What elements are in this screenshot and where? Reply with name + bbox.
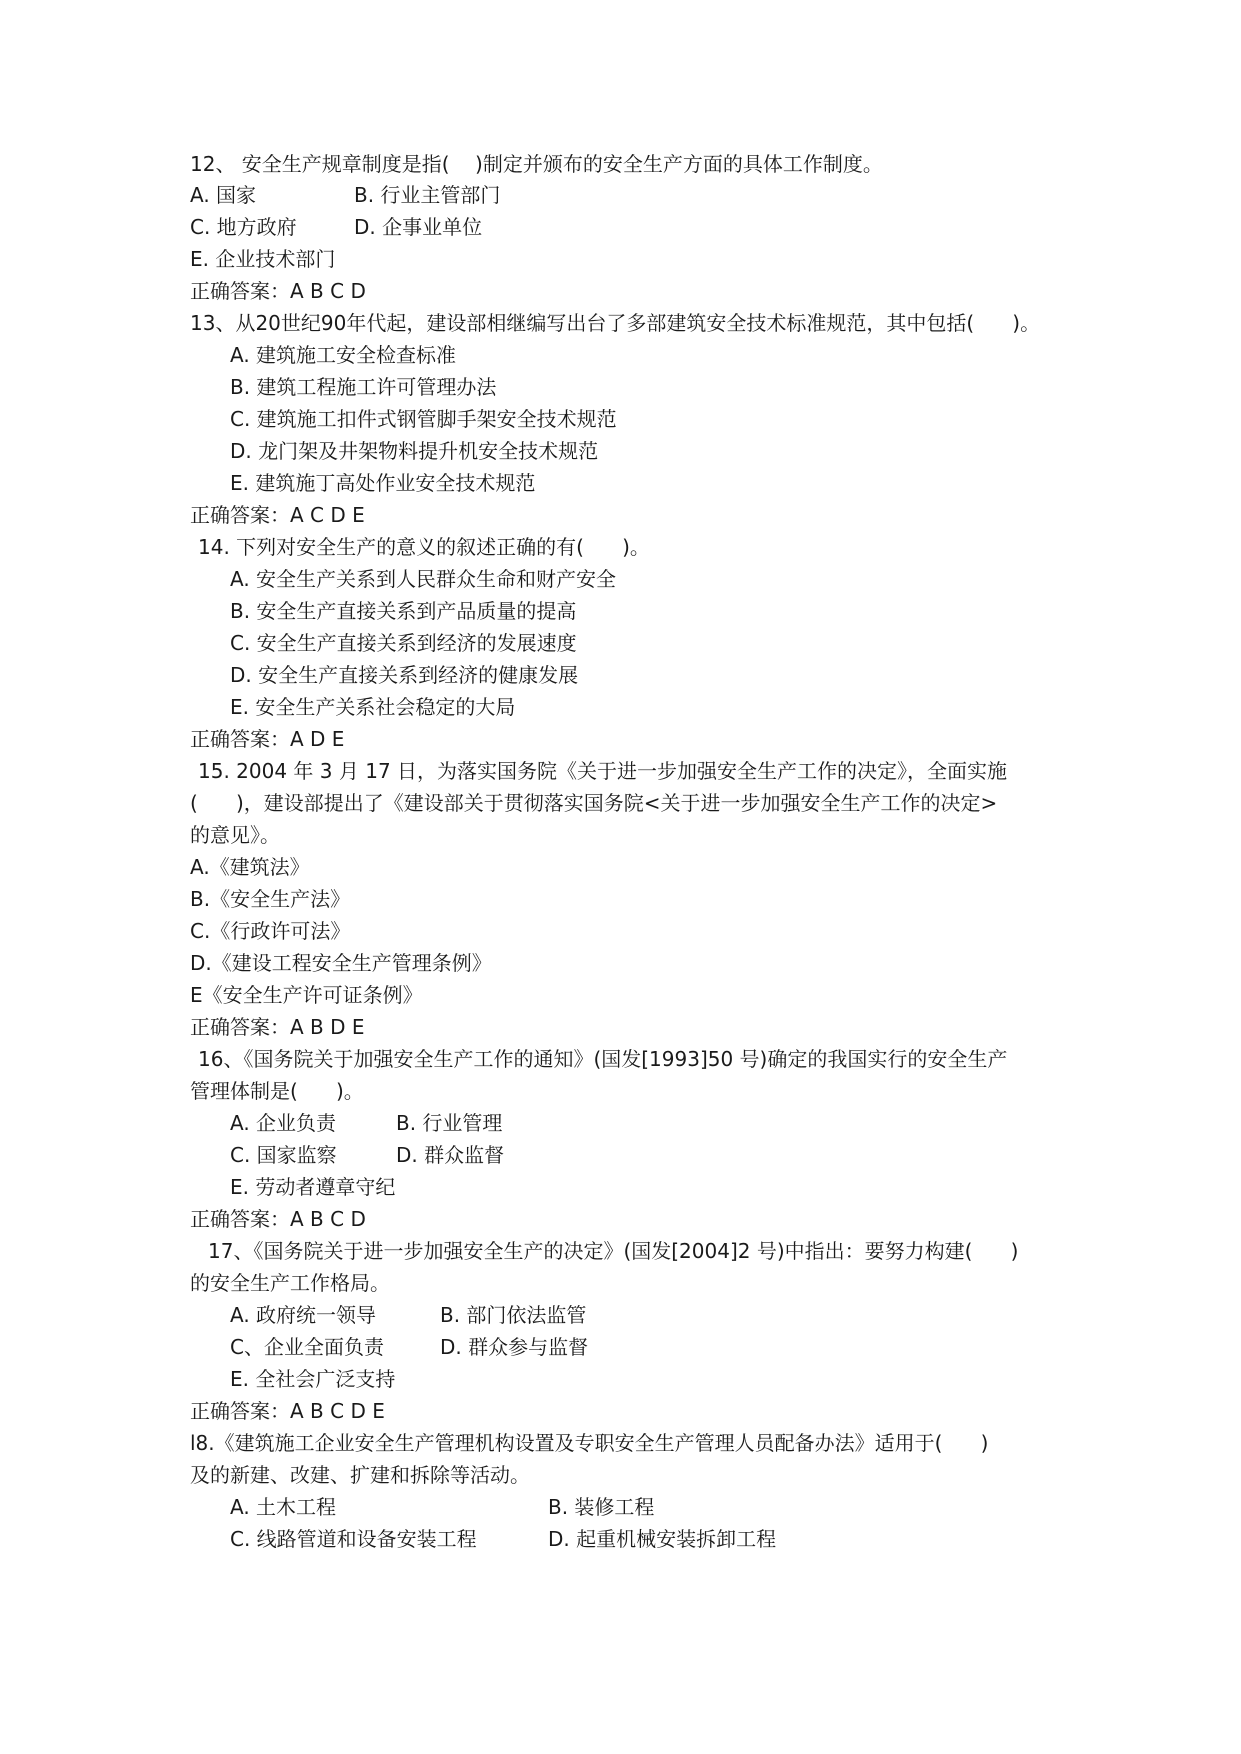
question-18-option-b: B. 装修工程 xyxy=(548,1495,655,1519)
question-12-option-e: E. 企业技术部门 xyxy=(190,247,336,271)
question-18-stem-line-2: 及的新建、改建、扩建和拆除等活动。 xyxy=(190,1463,530,1487)
question-18-option-c: C. 线路管道和设备安装工程 xyxy=(230,1527,477,1551)
question-17-option-a: A. 政府统一领导 xyxy=(230,1303,377,1327)
question-17-option-b: B. 部门依法监管 xyxy=(440,1303,587,1327)
question-17-stem-line-1: 17、《国务院关于进一步加强安全生产的决定》(国发[2004]2 号)中指出：要努力构建( ) xyxy=(208,1239,1019,1263)
question-14-answer: 正确答案：A D E xyxy=(190,727,345,751)
question-15-option-c: C.《行政许可法》 xyxy=(190,919,351,943)
question-15-stem-line-2: ( )，建设部提出了《建设部关于贯彻落实国务院<关于进一步加强安全生产工作的决定> xyxy=(190,791,998,815)
question-12-stem: 12、 安全生产规章制度是指( )制定并颁布的安全生产方面的具体工作制度。 xyxy=(190,152,883,176)
question-18-stem-line-1: l8.《建筑施工企业安全生产管理机构设置及专职安全生产管理人员配备办法》适用于( ) xyxy=(190,1431,989,1455)
question-15-option-b: B.《安全生产法》 xyxy=(190,887,351,911)
question-12-option-a: A. 国家 xyxy=(190,183,257,207)
question-15-answer: 正确答案：A B D E xyxy=(190,1015,365,1039)
question-17-option-e: E. 全社会广泛支持 xyxy=(230,1367,396,1391)
question-14-stem: 14. 下列对安全生产的意义的叙述正确的有( )。 xyxy=(198,535,650,559)
question-16-option-e: E. 劳动者遵章守纪 xyxy=(230,1175,396,1199)
question-17-stem-line-2: 的安全生产工作格局。 xyxy=(190,1271,390,1295)
question-17-option-d: D. 群众参与监督 xyxy=(440,1335,589,1359)
question-12-option-d: D. 企事业单位 xyxy=(354,215,483,239)
question-13-answer: 正确答案：A C D E xyxy=(190,503,365,527)
question-13-stem: 13、从20世纪90年代起，建设部相继编写出台了多部建筑安全技术标准规范，其中包括( )。 xyxy=(190,311,1041,335)
question-14-option-a: A. 安全生产关系到人民群众生命和财产安全 xyxy=(230,567,617,591)
question-15-option-e: E《安全生产许可证条例》 xyxy=(190,983,423,1007)
question-16-answer: 正确答案：A B C D xyxy=(190,1207,366,1231)
question-15-stem-line-3: 的意见》。 xyxy=(190,823,280,847)
question-17-answer: 正确答案：A B C D E xyxy=(190,1399,385,1423)
question-14-option-c: C. 安全生产直接关系到经济的发展速度 xyxy=(230,631,577,655)
question-18-option-d: D. 起重机械安装拆卸工程 xyxy=(548,1527,777,1551)
question-16-option-c: C. 国家监察 xyxy=(230,1143,337,1167)
question-17-option-c: C、企业全面负责 xyxy=(230,1335,384,1359)
question-13-option-b: B. 建筑工程施工许可管理办法 xyxy=(230,375,497,399)
question-16-stem-line-2: 管理体制是( )。 xyxy=(190,1079,364,1103)
question-16-option-b: B. 行业管理 xyxy=(396,1111,503,1135)
question-13-option-c: C. 建筑施工扣件式钢管脚手架安全技术规范 xyxy=(230,407,617,431)
question-18-option-a: A. 土木工程 xyxy=(230,1495,337,1519)
question-12-option-b: B. 行业主管部门 xyxy=(354,183,501,207)
question-15-option-a: A.《建筑法》 xyxy=(190,855,310,879)
question-15-option-d: D.《建设工程安全生产管理条例》 xyxy=(190,951,492,975)
question-16-stem-line-1: 16、《国务院关于加强安全生产工作的通知》(国发[1993]50 号)确定的我国实行的安全生产 xyxy=(198,1047,1008,1071)
question-13-option-a: A. 建筑施工安全检查标准 xyxy=(230,343,457,367)
question-16-option-a: A. 企业负责 xyxy=(230,1111,337,1135)
question-13-option-e: E. 建筑施丁高处作业安全技术规范 xyxy=(230,471,536,495)
question-12-answer: 正确答案：A B C D xyxy=(190,279,366,303)
question-12-option-c: C. 地方政府 xyxy=(190,215,297,239)
question-14-option-d: D. 安全生产直接关系到经济的健康发展 xyxy=(230,663,579,687)
question-14-option-b: B. 安全生产直接关系到产品质量的提高 xyxy=(230,599,577,623)
question-15-stem-line-1: 15. 2004 年 3 月 17 日，为落实国务院《关于进一步加强安全生产工作的决定》，全面实施 xyxy=(198,759,1008,783)
question-13-option-d: D. 龙门架及井架物料提升机安全技术规范 xyxy=(230,439,599,463)
question-14-option-e: E. 安全生产关系社会稳定的大局 xyxy=(230,695,516,719)
question-16-option-d: D. 群众监督 xyxy=(396,1143,505,1167)
